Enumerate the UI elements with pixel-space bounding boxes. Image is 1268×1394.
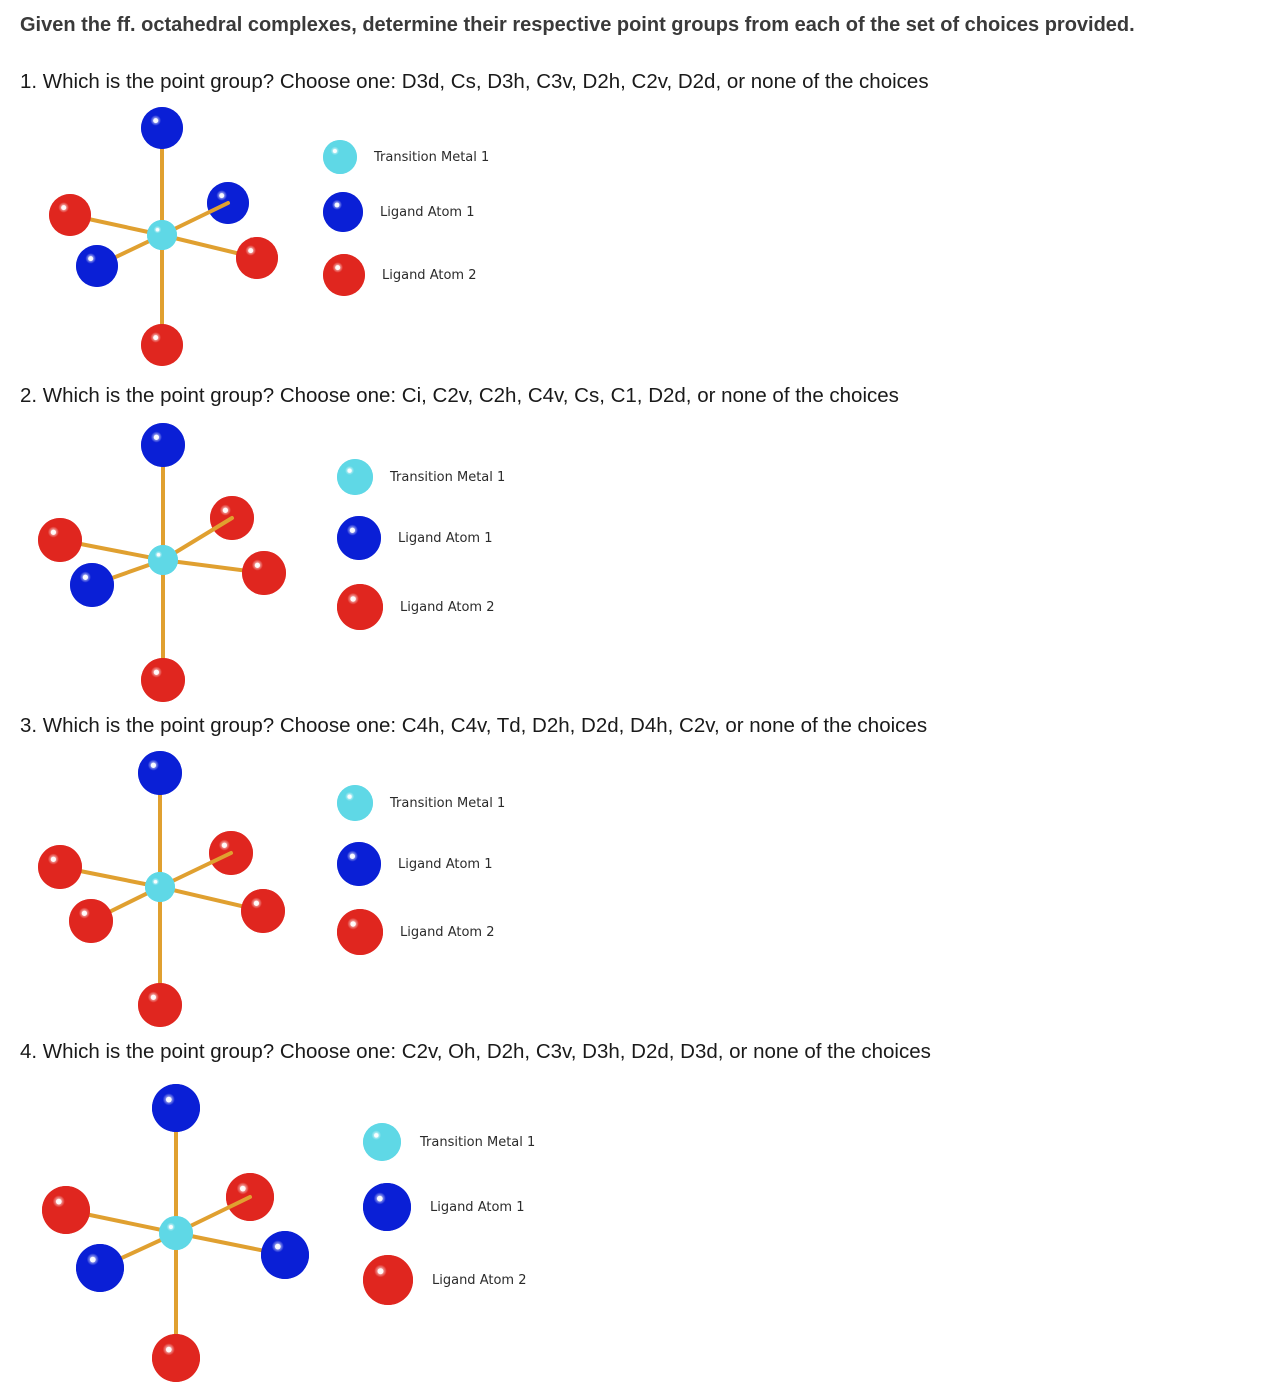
legend-ligand2-ball (336, 583, 384, 631)
legend-ligand1-label: Ligand Atom 1 (380, 204, 475, 220)
legend-ball-shape (337, 459, 373, 495)
molecule-2-diagram (0, 410, 320, 700)
legend-ligand1-ball (362, 1182, 412, 1232)
legend-item-metal (362, 1122, 535, 1162)
legend-item-ligand2 (336, 583, 494, 631)
molecule-4-diagram (0, 1075, 320, 1365)
legend-item-metal (336, 784, 505, 822)
legend-item-ligand1 (336, 841, 492, 887)
legend-ball-shape (363, 1255, 413, 1305)
legend-ball-shape (323, 192, 363, 232)
ligand-left-atom (42, 1186, 90, 1234)
ligand-front-atom (70, 563, 114, 607)
legend-ball-shape (337, 785, 373, 821)
ligand-bottom-atom (138, 983, 182, 1027)
question-3-text: 3. Which is the point group? Choose one: C4h, C4v, Td, D2h, D2d, D4h, C2v, or none of the choices (20, 714, 928, 737)
legend-metal-ball (336, 458, 374, 496)
legend-item-metal (322, 139, 489, 175)
ligand-right-atom (236, 237, 278, 279)
ligand-bottom-atom (152, 1334, 200, 1382)
legend-item-ligand2 (362, 1254, 526, 1306)
legend-ligand1-label: Ligand Atom 1 (398, 530, 493, 546)
ligand-top-atom (141, 423, 185, 467)
legend-ball-shape (323, 140, 357, 174)
ligand-right-atom (242, 551, 286, 595)
ligand-left-atom (38, 518, 82, 562)
legend-item-ligand2 (322, 253, 476, 297)
metal-center-atom (148, 545, 178, 575)
legend-ligand2-label: Ligand Atom 2 (400, 924, 495, 940)
legend-ligand1-label: Ligand Atom 1 (430, 1199, 525, 1215)
legend-ball-shape (337, 842, 381, 886)
legend-metal-label: Transition Metal 1 (390, 469, 506, 485)
legend-metal-label: Transition Metal 1 (420, 1134, 536, 1150)
legend-ligand1-ball (336, 515, 382, 561)
legend-item-ligand1 (322, 191, 474, 233)
legend-ligand1-ball (336, 841, 382, 887)
metal-center-atom (145, 872, 175, 902)
legend-item-ligand1 (336, 515, 492, 561)
ligand-top-atom (152, 1084, 200, 1132)
legend-ligand1-ball (322, 191, 364, 233)
molecule-3-diagram (0, 740, 320, 1030)
legend-ball-shape (323, 254, 365, 296)
legend-metal-ball (362, 1122, 402, 1162)
metal-center-atom (147, 220, 177, 250)
legend-ligand2-ball (336, 908, 384, 956)
legend-metal-ball (336, 784, 374, 822)
legend-ligand2-label: Ligand Atom 2 (400, 599, 495, 615)
legend-ball-shape (363, 1123, 401, 1161)
legend-ball-shape (337, 909, 383, 955)
molecule-1-diagram (0, 100, 320, 390)
legend-item-ligand1 (362, 1182, 524, 1232)
legend-ball-shape (363, 1183, 411, 1231)
legend-ligand2-label: Ligand Atom 2 (432, 1272, 527, 1288)
ligand-bottom-atom (141, 658, 185, 702)
ligand-left-atom (49, 194, 91, 236)
legend-item-metal (336, 458, 505, 496)
question-4-text: 4. Which is the point group? Choose one: C2v, Oh, D2h, C3v, D3h, D2d, D3d, or none of the choices (20, 1040, 931, 1063)
legend-ligand1-label: Ligand Atom 1 (398, 856, 493, 872)
question-1-text: 1. Which is the point group? Choose one: D3d, Cs, D3h, C3v, D2h, C2v, D2d, or none of the choices (20, 70, 929, 93)
legend-item-ligand2 (336, 908, 494, 956)
legend-ball-shape (337, 584, 383, 630)
metal-center-atom (159, 1216, 193, 1250)
legend-ligand2-ball (322, 253, 366, 297)
legend-ligand2-ball (362, 1254, 414, 1306)
legend-metal-ball (322, 139, 358, 175)
ligand-left-atom (38, 845, 82, 889)
page-header: Given the ff. octahedral complexes, determine their respective point groups from each of the set of choices provided. (20, 14, 1135, 36)
legend-metal-label: Transition Metal 1 (374, 149, 490, 165)
ligand-front-atom (76, 245, 118, 287)
ligand-top-atom (141, 107, 183, 149)
ligand-front-atom (76, 1244, 124, 1292)
ligand-right-atom (261, 1231, 309, 1279)
legend-ligand2-label: Ligand Atom 2 (382, 267, 477, 283)
ligand-front-atom (69, 899, 113, 943)
legend-ball-shape (337, 516, 381, 560)
ligand-top-atom (138, 751, 182, 795)
ligand-bottom-atom (141, 324, 183, 366)
ligand-right-atom (241, 889, 285, 933)
legend-metal-label: Transition Metal 1 (390, 795, 506, 811)
question-2-text: 2. Which is the point group? Choose one: Ci, C2v, C2h, C4v, Cs, C1, D2d, or none of the choices (20, 384, 899, 407)
